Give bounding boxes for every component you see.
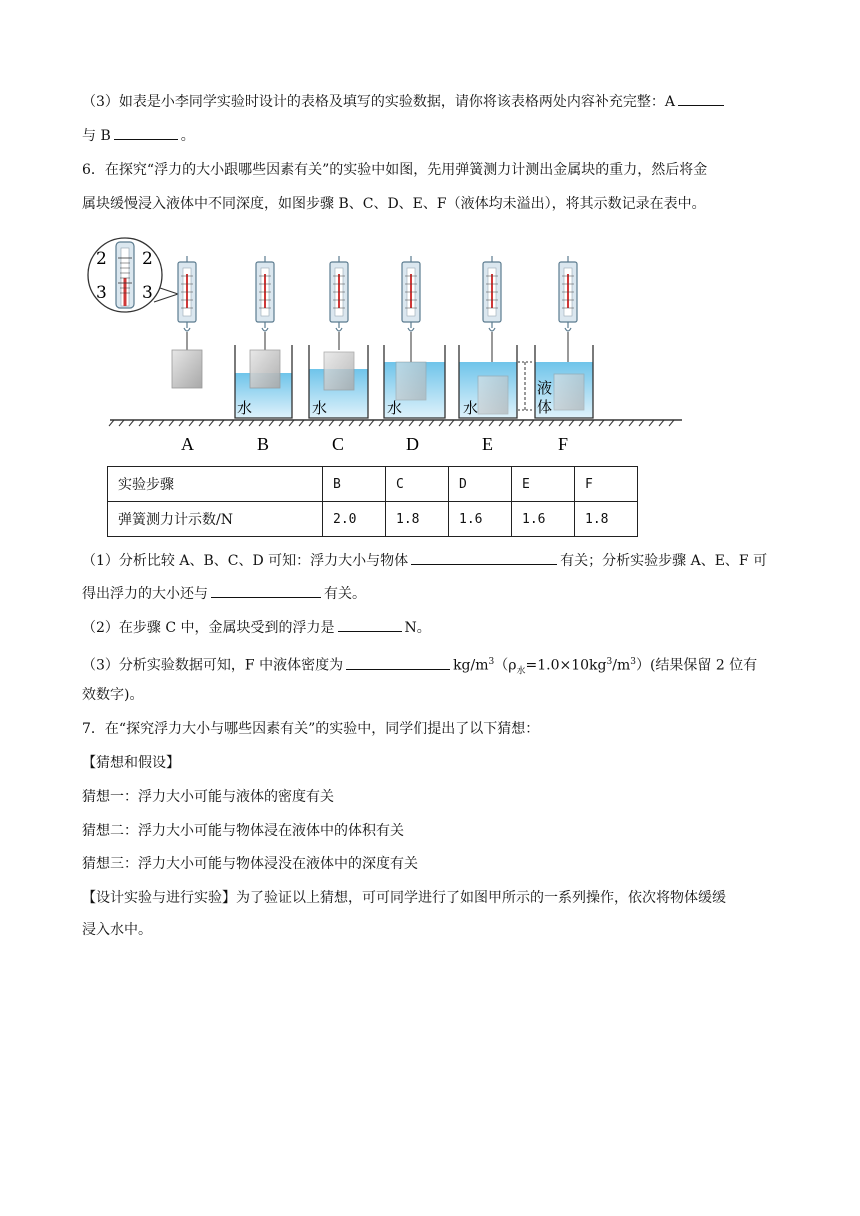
table-cell: 1.6 [512, 502, 575, 537]
q6-p3-rho: （ρ [494, 657, 517, 674]
blank-p1-2[interactable] [211, 583, 321, 598]
q6-p1-text-a: （1）分析比较 A、B、C、D 可知：浮力大小与物体 [82, 553, 409, 569]
mag-tick-left-3: 3 [96, 283, 107, 303]
liquid-label-2: 体 [537, 398, 553, 416]
table-cell: C [386, 467, 449, 502]
blank-p3[interactable] [346, 655, 450, 670]
label-c: C [332, 434, 345, 454]
q6-part3-line2: 效数字)。 [82, 687, 144, 703]
step-c [309, 256, 368, 418]
q6-part2 [82, 617, 431, 638]
q6-p3-unit2: /m [612, 657, 631, 674]
step-e [459, 256, 533, 418]
q7-section-title: 【猜想和假设】 [82, 755, 180, 771]
q6-p1-text-c: 得出浮力的大小还与 [82, 586, 208, 602]
q6-p1-text-b: 有关；分析实验步骤 A、E、F 可 [560, 553, 768, 569]
q7-guess-2: 猜想二：浮力大小可能与物体浸在液体中的体积有关 [82, 823, 404, 839]
blank-p2[interactable] [338, 617, 402, 632]
mag-tick-right-3: 3 [142, 283, 153, 303]
q6-p3-unit2-sup: 3 [630, 657, 636, 667]
q6-p3-value-sup: 3 [606, 657, 613, 667]
q7-design-2: 浸入水中。 [82, 922, 152, 938]
q6-part3-line1 [82, 652, 757, 681]
water-label-e: 水 [463, 399, 479, 417]
q6-stem-2: 属块缓慢浸入液体中不同深度，如图步骤 B、C、D、E、F（液体均未溢出），将其示数记录在表中。 [82, 196, 706, 212]
water-label-b: 水 [237, 399, 253, 417]
q6-p3-text-f: ）(结果保留 2 位有 [635, 657, 758, 674]
table-row [108, 502, 638, 537]
ground [109, 420, 682, 426]
q6-p2-text-b: N。 [404, 620, 431, 636]
q7-stem: 7．在“探究浮力大小与哪些因素有关”的实验中，同学们提出了以下猜想： [82, 721, 540, 737]
q6-p3-unit: kg/m [453, 657, 489, 674]
q7-guess-1: 猜想一：浮力大小可能与液体的密度有关 [82, 789, 334, 805]
table-cell: D [449, 467, 512, 502]
table-row [108, 467, 638, 502]
q6-p3-value: =1.0×10kg [525, 657, 607, 674]
step-f [535, 256, 593, 418]
table-cell: 2.0 [323, 502, 386, 537]
mag-tick-right-2: 2 [142, 249, 153, 269]
step-d [384, 256, 445, 418]
table-cell: 1.6 [449, 502, 512, 537]
q6-part1-line2 [82, 583, 366, 604]
label-a: A [181, 434, 194, 454]
period: 。 [180, 128, 195, 144]
table-cell: 1.8 [575, 502, 638, 537]
magnifier-icon [88, 238, 178, 312]
table-cell: F [575, 467, 638, 502]
q5-3-line1 [82, 91, 727, 112]
label-d: D [406, 434, 419, 454]
experiment-figure [82, 228, 702, 460]
step-b [235, 256, 292, 418]
table-cell: 1.8 [386, 502, 449, 537]
blank-p1-1[interactable] [411, 550, 557, 565]
data-table [107, 466, 638, 537]
q6-part1-line1 [82, 550, 767, 571]
q6-p3-rho-sub: 水 [516, 666, 526, 677]
label-f: F [558, 434, 569, 454]
blank-a[interactable] [678, 91, 724, 106]
mag-tick-left-2: 2 [96, 249, 107, 269]
water-label-d: 水 [387, 399, 403, 417]
label-e: E [482, 434, 493, 454]
blank-b[interactable] [114, 125, 178, 140]
step-a [172, 256, 202, 388]
table-cell: E [512, 467, 575, 502]
table-cell: B [323, 467, 386, 502]
q6-p3-unit-sup: 3 [488, 657, 495, 667]
label-b: B [257, 434, 270, 454]
q6-p2-text-a: （2）在步骤 C 中，金属块受到的浮力是 [82, 620, 335, 636]
liquid-label-1: 液 [537, 379, 553, 397]
table-header-reading: 弹簧测力计示数/N [108, 502, 323, 537]
q6-p1-text-d: 有关。 [324, 586, 366, 602]
q6-stem-1: 6．在探究“浮力的大小跟哪些因素有关”的实验中如图，先用弹簧测力计测出金属块的重力，然后将金 [82, 162, 708, 178]
q6-p3-text-a: （3）分析实验数据可知，F 中液体密度为 [82, 657, 344, 674]
q7-design-1: 【设计实验与进行实验】为了验证以上猜想，可可同学进行了如图甲所示的一系列操作，依次将物体缓缓 [82, 890, 726, 906]
q7-guess-3: 猜想三：浮力大小可能与物体浸没在液体中的深度有关 [82, 856, 418, 872]
table-header-step: 实验步骤 [108, 467, 323, 502]
q5-3-text-b: 与 B [82, 128, 111, 144]
water-label-c: 水 [312, 399, 328, 417]
q5-3-line2 [82, 125, 195, 146]
q5-3-text: （3）如表是小李同学实验时设计的表格及填写的实验数据，请你将该表格两处内容补充完整：A [82, 94, 676, 110]
